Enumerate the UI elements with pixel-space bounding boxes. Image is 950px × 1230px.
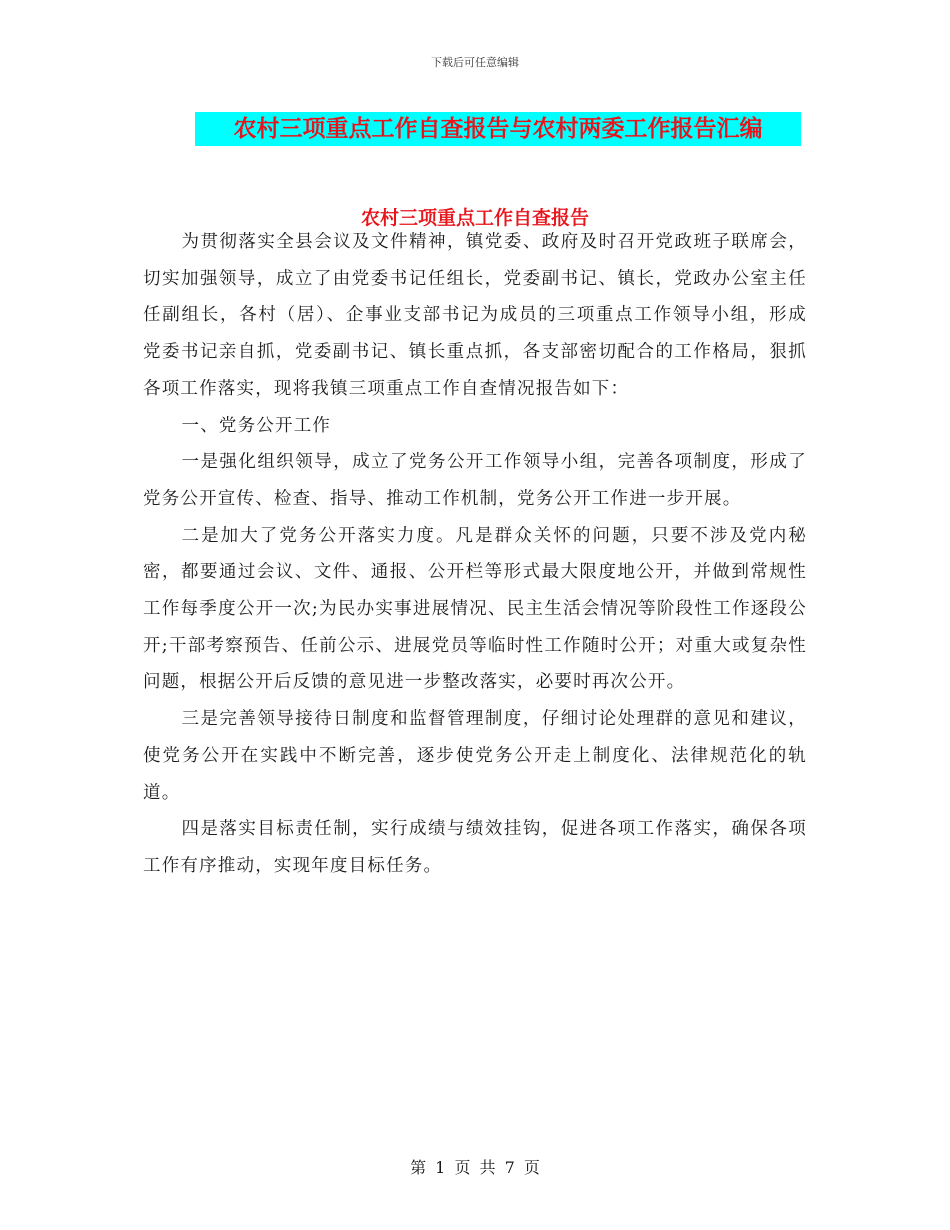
paragraph-point-three: 三是完善领导接待日制度和监督管理制度，仔细讨论处理群的意见和建议，使党务公开在实践中不断完善，逐步使党务公开走上制度化、法律规范化的轨道。 — [143, 709, 807, 803]
paragraph-point-two: 二是加大了党务公开落实力度。凡是群众关怀的问题，只要不涉及党内秘密，都要通过会议、文件、通报、公开栏等形式最大限度地公开，并做到常规性工作每季度公开一次;为民办实事进展情况、民主生活会情况等阶段性工作逐段公开;干部考察预告、任前公示、进展党员等临时性工作随时公开；对重大或复杂性问题，根据公开后反馈的意见进一步整改落实，必要时再次公开。 — [143, 525, 807, 693]
paragraph-heading-party-affairs: 一、党务公开工作 — [181, 415, 332, 436]
document-body — [143, 224, 807, 885]
document-main-title: 农村三项重点工作自查报告与农村两委工作报告汇编 — [233, 116, 763, 142]
paragraph-point-one: 一是强化组织领导，成立了党务公开工作领导小组，完善各项制度，形成了党务公开宣传、检查、指导、推动工作机制，党务公开工作进一步开展。 — [143, 452, 807, 509]
paragraph-point-four: 四是落实目标责任制，实行成绩与绩效挂钩，促进各项工作落实，确保各项工作有序推动，实现年度目标任务。 — [143, 819, 807, 876]
paragraph-intro: 为贯彻落实全县会议及文件精神，镇党委、政府及时召开党政班子联席会，切实加强领导，成立了由党委书记任组长，党委副书记、镇长，党政办公室主任任副组长，各村（居）、企事业支部书记为成员的三项重点工作领导小组，形成党委书记亲自抓，党委副书记、镇长重点抓，各支部密切配合的工作格局，狠抓各项工作落实，现将我镇三项重点工作自查情况报告如下： — [143, 232, 807, 399]
main-title-highlight — [195, 112, 801, 146]
section-title: 农村三项重点工作自查报告 — [360, 207, 589, 229]
page-footer-number: 第 1 页 共 7 页 — [410, 1158, 540, 1177]
page-header-note: 下载后可任意编辑 — [431, 56, 519, 69]
